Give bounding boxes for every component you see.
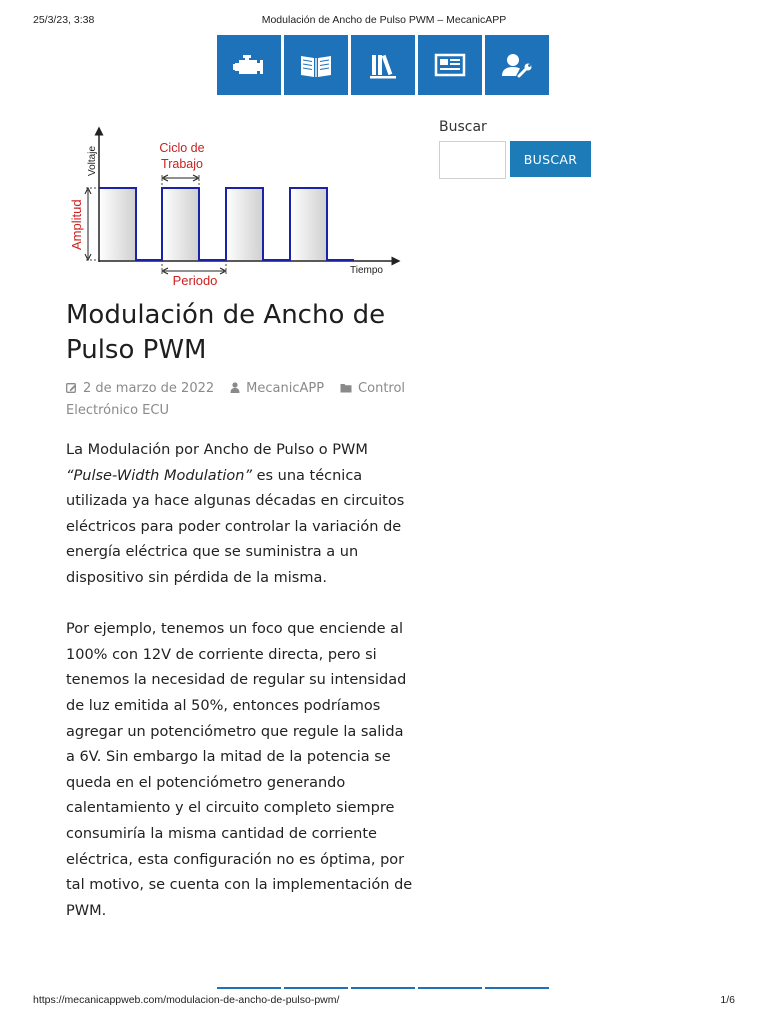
duty-cycle-label-line2: Trabajo [161, 157, 203, 171]
bottom-nav-bar[interactable] [217, 987, 281, 989]
post-date-link[interactable]: 2 de marzo de 2022 [83, 381, 215, 396]
print-page-number: 1/6 [720, 994, 735, 1006]
article-title: Modulación de Ancho de Pulso PWM [66, 300, 386, 365]
user-wrench-icon [499, 49, 535, 81]
author-link[interactable]: MecanicAPP [246, 381, 325, 396]
period-label: Periodo [172, 273, 218, 288]
search-button[interactable]: BUSCAR [510, 141, 591, 177]
pulse-4 [290, 188, 327, 260]
nav-books-button[interactable] [351, 35, 415, 95]
print-header [0, 14, 768, 28]
folder-icon [340, 383, 352, 393]
bottom-nav-bar[interactable] [418, 987, 482, 989]
amplitude-label: Amplitud [69, 199, 84, 250]
books-icon [365, 49, 401, 81]
print-page-title: Modulación de Ancho de Pulso PWM – MecanicAPP [261, 14, 507, 26]
print-footer [0, 994, 768, 1008]
category-link[interactable]: Control Electrónico ECU [66, 381, 406, 418]
pulse-2 [162, 188, 199, 260]
pulse-3 [226, 188, 263, 260]
paragraph-1: La Modulación por Ancho de Pulso o PWM “Pulse-Width Modulation” es una técnica utilizada ya hace algunas décadas en circuitos eléctricos para poder controlar la variación de energía eléctrica que se suministra a un dispositivo sin pérdida de la misma. [66, 442, 405, 586]
nav-newspaper-button[interactable] [418, 35, 482, 95]
open-book-icon [298, 49, 334, 81]
search-input[interactable] [439, 141, 506, 179]
newspaper-icon [432, 49, 468, 81]
duty-cycle-label-line1: Ciclo de [159, 141, 205, 155]
article-meta [66, 378, 416, 422]
pwm-english-term: “Pulse-Width Modulation” [66, 467, 252, 484]
engine-icon [231, 49, 267, 81]
print-url: https://mecanicappweb.com/modulacion-de-ancho-de-pulso-pwm/ [33, 994, 340, 1006]
search-label: Buscar [439, 119, 487, 135]
nav-user-wrench-button[interactable] [485, 35, 549, 95]
voltage-label: Voltaje [87, 145, 98, 176]
bottom-nav-bar[interactable] [284, 987, 348, 989]
pulse-1 [99, 188, 136, 260]
nav-engine-button[interactable] [217, 35, 281, 95]
nav-open-book-button[interactable] [284, 35, 348, 95]
time-label: Tiempo [350, 265, 383, 276]
bottom-nav-bar[interactable] [485, 987, 549, 989]
author-icon [230, 382, 240, 393]
print-timestamp: 25/3/23, 3:38 [33, 14, 95, 26]
calendar-edit-icon [66, 382, 77, 393]
bottom-nav-bar[interactable] [351, 987, 415, 989]
pwm-diagram [66, 120, 406, 292]
paragraph-2: Por ejemplo, tenemos un foco que enciende al 100% con 12V de corriente directa, pero si tenemos la necesidad de regular su intensidad de luz emitida al 50%, entonces podríamos agregar un potenciómetro que regule la salida a 6V. Sin embargo la mitad de la potencia se queda en el potenciómetro generando calentamiento y el circuito completo siempre consumiría la misma cantidad de corriente eléctrica, esta configuración no es óptima, por tal motivo, se cuenta con la implementación de PWM. [66, 621, 413, 919]
article-content [66, 438, 416, 950]
